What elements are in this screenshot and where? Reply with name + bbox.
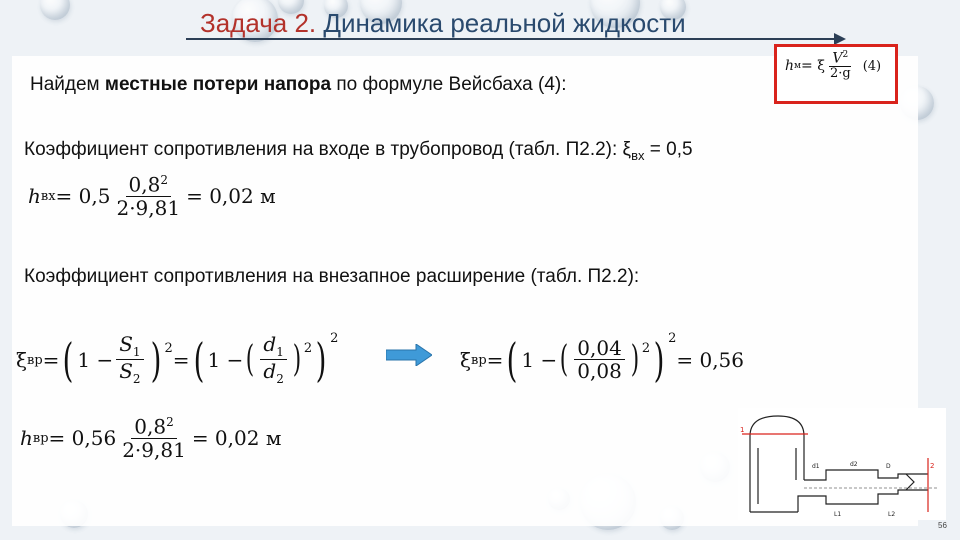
- expansion-coefficient-general-formula: ξ вр = ( 1 − $\frac{S_1}{S_2}$ ) 2 = ( 1 − ( $\frac{d_1}{d_2}$ ) 2 ) 2: [16, 330, 339, 387]
- svg-text:d2: d2: [850, 461, 858, 468]
- svg-text:d1: d1: [812, 463, 820, 470]
- expansion-coefficient-line: Коэффициент сопротивления на внезапное расширение (табл. П2.2):: [24, 266, 640, 287]
- expansion-loss-formula: h вр = 0,56 $\frac{0,8^2}{2\cdot 9,81}$ = 0,02 м: [20, 414, 282, 462]
- svg-text:L2: L2: [888, 511, 896, 518]
- page-number: 56: [938, 521, 947, 530]
- svg-text:2: 2: [930, 462, 935, 470]
- title-task-number: Задача 2.: [200, 8, 317, 38]
- title-topic: Динамика реальной жидкости: [316, 8, 686, 38]
- inlet-coefficient-line: Коэффициент сопротивления на входе в трубопровод (табл. П2.2): $\xi_{вх} = 0,5$: [24, 139, 693, 163]
- intro-line: Найдем местные потери напора по формуле Вейсбаха (4):: [30, 74, 567, 95]
- pipeline-schematic-diagram: [738, 408, 946, 520]
- slide-title: [200, 8, 686, 39]
- svg-text:D: D: [886, 463, 891, 470]
- right-arrow-icon: [386, 344, 432, 366]
- svg-text:1: 1: [740, 426, 745, 434]
- expansion-coefficient-numeric-formula: ξ вр = ( 1 − ( $\frac{0,04}{0,08}$ ) 2 ) 2 = 0,56: [460, 330, 745, 387]
- water-drop-decoration: [40, 0, 70, 20]
- weisbach-formula-box: h м = ξ $\frac{V^2}{2\cdot g}$ (4): [774, 44, 898, 104]
- inlet-loss-formula: h вх = 0,5 $\frac{0,8^2}{2\cdot 9,81}$ = 0,02 м: [28, 172, 276, 220]
- intro-bold-term: местные потери напора: [104, 74, 332, 95]
- title-underline-arrow: [186, 38, 836, 40]
- svg-text:L1: L1: [834, 511, 842, 518]
